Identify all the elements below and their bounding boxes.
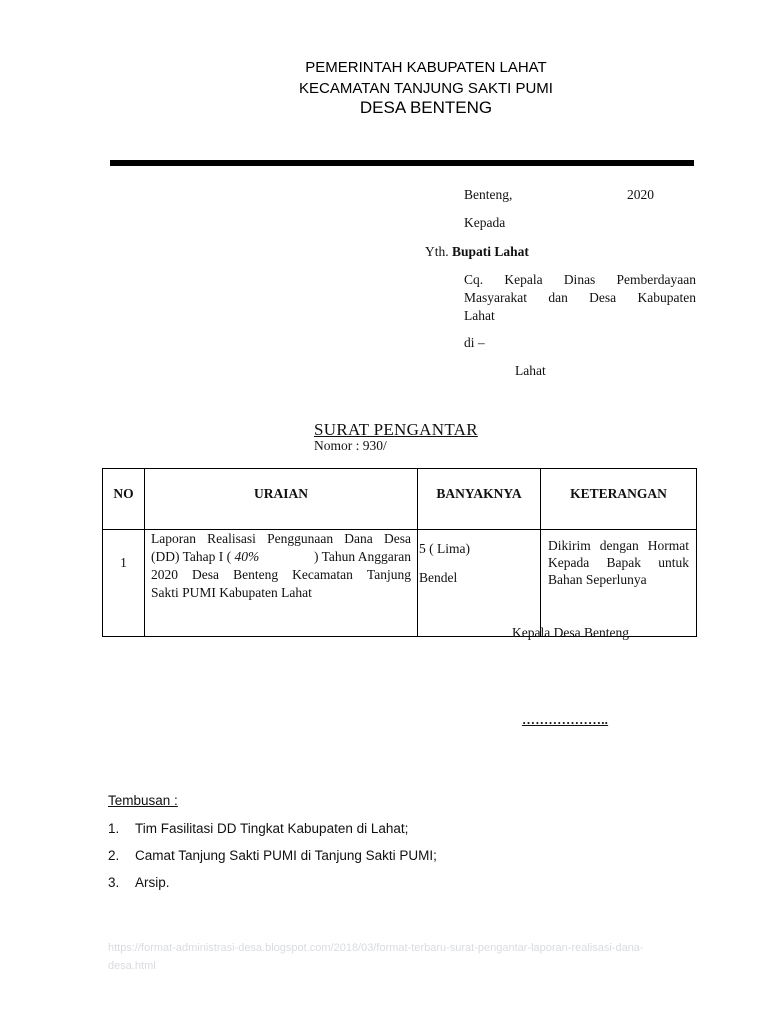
keterangan-word: Bapak [606, 555, 641, 570]
table-row [103, 530, 697, 637]
unit: Bendel [419, 570, 458, 585]
uraian-word: Tanjung [366, 567, 411, 582]
uraian-text: ) Tahun Anggaran [313, 549, 411, 564]
quantity: 5 ( Lima) [419, 541, 470, 556]
uraian-word: Laporan [151, 531, 196, 546]
di-label: di – [464, 335, 485, 350]
cq-word: Pemberdayaan [616, 272, 696, 287]
uraian-word: Kecamatan [292, 567, 353, 582]
header-keterangan: KETERANGAN [541, 469, 697, 530]
cell-no [103, 530, 145, 637]
percentage: 40% [234, 549, 260, 564]
place-date: Benteng, [464, 187, 513, 202]
cq-line-3: Lahat [464, 308, 495, 323]
signature-title: Kepala Desa Benteng [512, 625, 629, 640]
list-number: 2. [108, 848, 120, 863]
uraian-word: Desa [383, 531, 411, 546]
keterangan-word: Kepada [548, 555, 590, 570]
cq-word: Kepala [504, 272, 543, 287]
cell-banyaknya [418, 530, 541, 637]
watermark-url: https://format-administrasi-desa.blogspot.com/2018/03/format-terbaru-surat-pengantar-laporan-realisasi-dana-desa.html [108, 942, 644, 972]
list-item [108, 848, 437, 863]
row-number: 1 [120, 555, 127, 570]
header-uraian: URAIAN [145, 469, 418, 530]
list-item [108, 821, 408, 836]
cq-line-1 [464, 271, 696, 289]
keterangan-line-1 [548, 537, 689, 554]
uraian-line-2-a [151, 548, 263, 566]
year: 2020 [627, 187, 654, 202]
letterhead-rule [110, 160, 694, 166]
letterhead-line-2: KECAMATAN TANJUNG SAKTI PUMI [299, 80, 553, 97]
uraian-word: 2020 [151, 567, 178, 582]
letter-number: Nomor : 930/ [314, 438, 387, 453]
kepada-label: Kepada [464, 215, 506, 230]
cell-keterangan [541, 530, 697, 637]
uraian-text: (DD) Tahap I ( [151, 549, 232, 564]
list-text: Arsip. [135, 875, 170, 890]
keterangan-word: Dikirim [548, 538, 591, 553]
list-text: Camat Tanjung Sakti PUMI di Tanjung Sakti PUMI; [135, 848, 437, 863]
letterhead-line-1: PEMERINTAH KABUPATEN LAHAT [305, 59, 547, 76]
cq-word: Kabupaten [637, 290, 696, 305]
keterangan-line-2 [548, 554, 689, 571]
letterhead-line-3: DESA BENTENG [359, 98, 493, 117]
cq-word: Masyarakat [464, 290, 527, 305]
list-number: 1. [108, 821, 120, 836]
cq-word: Desa [589, 290, 617, 305]
uraian-word: Penggunaan [267, 531, 334, 546]
city: Lahat [515, 363, 546, 378]
cq-word: Dinas [563, 272, 596, 287]
keterangan-word: untuk [658, 555, 689, 570]
header-banyaknya: BANYAKNYA [418, 469, 541, 530]
uraian-word: Desa [192, 567, 220, 582]
uraian-line-1 [151, 530, 411, 548]
uraian-word: Dana [344, 531, 373, 546]
header-no: NO [103, 469, 145, 530]
recipient-prefix: Yth. [425, 244, 449, 259]
recipient-name: Bupati Lahat [452, 244, 529, 259]
keterangan-word: dengan [599, 538, 639, 553]
list-item [108, 875, 170, 890]
cq-line-2 [464, 289, 696, 307]
cq-word: Cq. [464, 272, 484, 287]
uraian-line-4: Sakti PUMI Kabupaten Lahat [151, 585, 312, 600]
uraian-word: Benteng [233, 567, 279, 582]
items-table [102, 468, 697, 637]
letter-title: SURAT PENGANTAR [314, 420, 478, 439]
signature-placeholder: ……………….. [522, 712, 609, 727]
uraian-line-3 [151, 566, 411, 584]
list-number: 3. [108, 875, 120, 890]
uraian-word: Realisasi [207, 531, 256, 546]
cq-block [464, 271, 696, 325]
tembusan-label: Tembusan : [108, 793, 178, 808]
cq-word: dan [548, 290, 568, 305]
keterangan-word: Hormat [647, 538, 689, 553]
uraian-line-2 [151, 548, 411, 566]
table-header-row [103, 469, 697, 530]
cell-uraian [145, 530, 418, 637]
keterangan-line-3: Bahan Seperlunya [548, 572, 647, 587]
list-text: Tim Fasilitasi DD Tingkat Kabupaten di Lahat; [135, 821, 409, 836]
recipient [425, 244, 529, 260]
